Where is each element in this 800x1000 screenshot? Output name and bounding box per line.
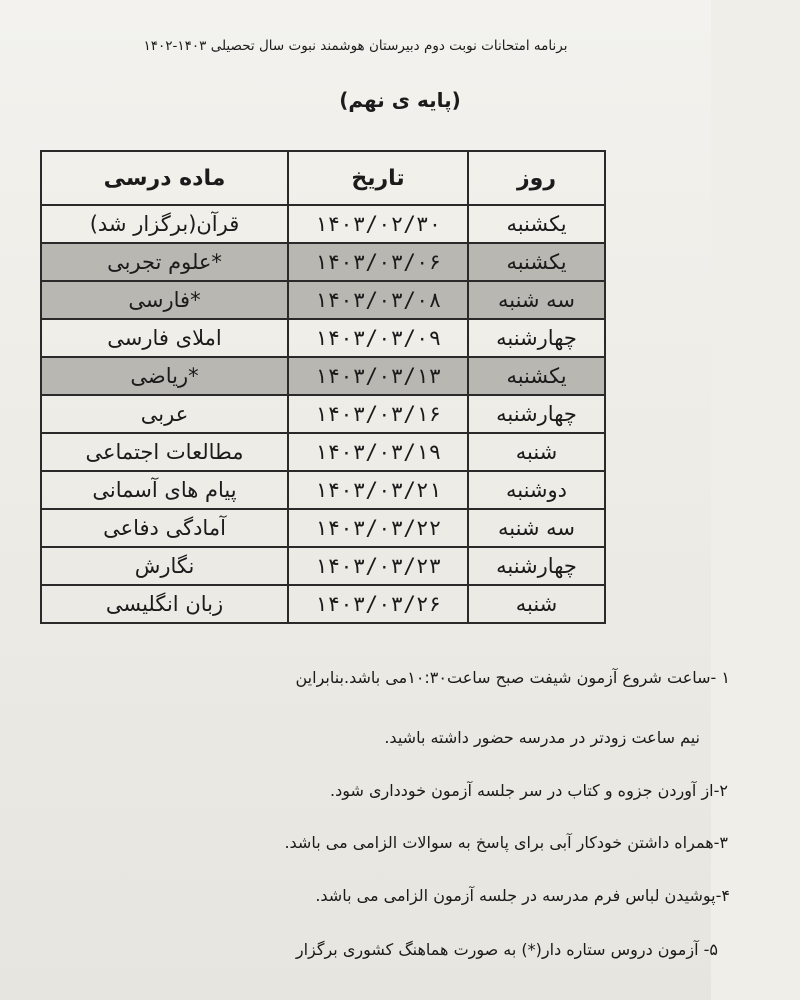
table-row xyxy=(41,585,605,623)
subject-cell: *ریاضی xyxy=(41,357,288,395)
subject-cell: زبان انگلیسی xyxy=(41,585,288,623)
date-cell: ۱۴۰۳/۰۳/۰۸ xyxy=(288,281,468,319)
day-cell: چهارشنبه xyxy=(468,547,605,585)
table-row xyxy=(41,395,605,433)
table-row xyxy=(41,357,605,395)
header-date: تاریخ xyxy=(288,151,468,205)
date-cell: ۱۴۰۳/۰۳/۲۶ xyxy=(288,585,468,623)
date-cell: ۱۴۰۳/۰۲/۳۰ xyxy=(288,205,468,243)
day-cell: سه شنبه xyxy=(468,281,605,319)
subject-cell: قرآن(برگزار شد) xyxy=(41,205,288,243)
date-cell: ۱۴۰۳/۰۳/۱۳ xyxy=(288,357,468,395)
table-row xyxy=(41,243,605,281)
subject-cell: *علوم تجربی xyxy=(41,243,288,281)
note-line: ۴-پوشیدن لباس فرم مدرسه در جلسه آزمون الزامی می باشد. xyxy=(315,886,730,905)
date-cell: ۱۴۰۳/۰۳/۲۳ xyxy=(288,547,468,585)
subject-cell: املای فارسی xyxy=(41,319,288,357)
table-row xyxy=(41,471,605,509)
table-header-row xyxy=(41,151,605,205)
day-cell: چهارشنبه xyxy=(468,395,605,433)
table-row xyxy=(41,281,605,319)
subject-cell: نگارش xyxy=(41,547,288,585)
subject-cell: پیام های آسمانی xyxy=(41,471,288,509)
note-line: ۱ -ساعت شروع آزمون شیفت صبح ساعت۱۰:۳۰می باشد.بنابراین xyxy=(295,668,730,687)
header-day: روز xyxy=(468,151,605,205)
date-cell: ۱۴۰۳/۰۳/۰۹ xyxy=(288,319,468,357)
subject-cell: آمادگی دفاعی xyxy=(41,509,288,547)
day-cell: سه شنبه xyxy=(468,509,605,547)
date-cell: ۱۴۰۳/۰۳/۰۶ xyxy=(288,243,468,281)
document-title: برنامه امتحانات نوبت دوم دبیرستان هوشمند نبوت سال تحصیلی ۱۴۰۳-۱۴۰۲ xyxy=(143,38,568,54)
day-cell: یکشنبه xyxy=(468,205,605,243)
date-cell: ۱۴۰۳/۰۳/۱۹ xyxy=(288,433,468,471)
table-row xyxy=(41,205,605,243)
table-row xyxy=(41,547,605,585)
note-line: ۳-همراه داشتن خودکار آبی برای پاسخ به سوالات الزامی می باشد. xyxy=(284,833,728,852)
note-line: ۲-از آوردن جزوه و کتاب در سر جلسه آزمون خودداری شود. xyxy=(330,781,728,800)
day-cell: یکشنبه xyxy=(468,243,605,281)
day-cell: چهارشنبه xyxy=(468,319,605,357)
table-row xyxy=(41,319,605,357)
table-row xyxy=(41,433,605,471)
note-line: نیم ساعت زودتر در مدرسه حضور داشته باشید. xyxy=(384,728,700,747)
subject-cell: مطالعات اجتماعی xyxy=(41,433,288,471)
date-cell: ۱۴۰۳/۰۳/۱۶ xyxy=(288,395,468,433)
header-subject: ماده درسی xyxy=(41,151,288,205)
grade-heading: (پایه ی نهم) xyxy=(339,88,461,112)
date-cell: ۱۴۰۳/۰۳/۲۱ xyxy=(288,471,468,509)
day-cell: یکشنبه xyxy=(468,357,605,395)
subject-cell: عربی xyxy=(41,395,288,433)
day-cell: دوشنبه xyxy=(468,471,605,509)
note-line: ۵- آزمون دروس ستاره دار(*) به صورت هماهنگ کشوری برگزار xyxy=(295,940,718,959)
table-row xyxy=(41,509,605,547)
day-cell: شنبه xyxy=(468,585,605,623)
date-cell: ۱۴۰۳/۰۳/۲۲ xyxy=(288,509,468,547)
exam-schedule-table xyxy=(40,150,606,624)
day-cell: شنبه xyxy=(468,433,605,471)
subject-cell: *فارسی xyxy=(41,281,288,319)
